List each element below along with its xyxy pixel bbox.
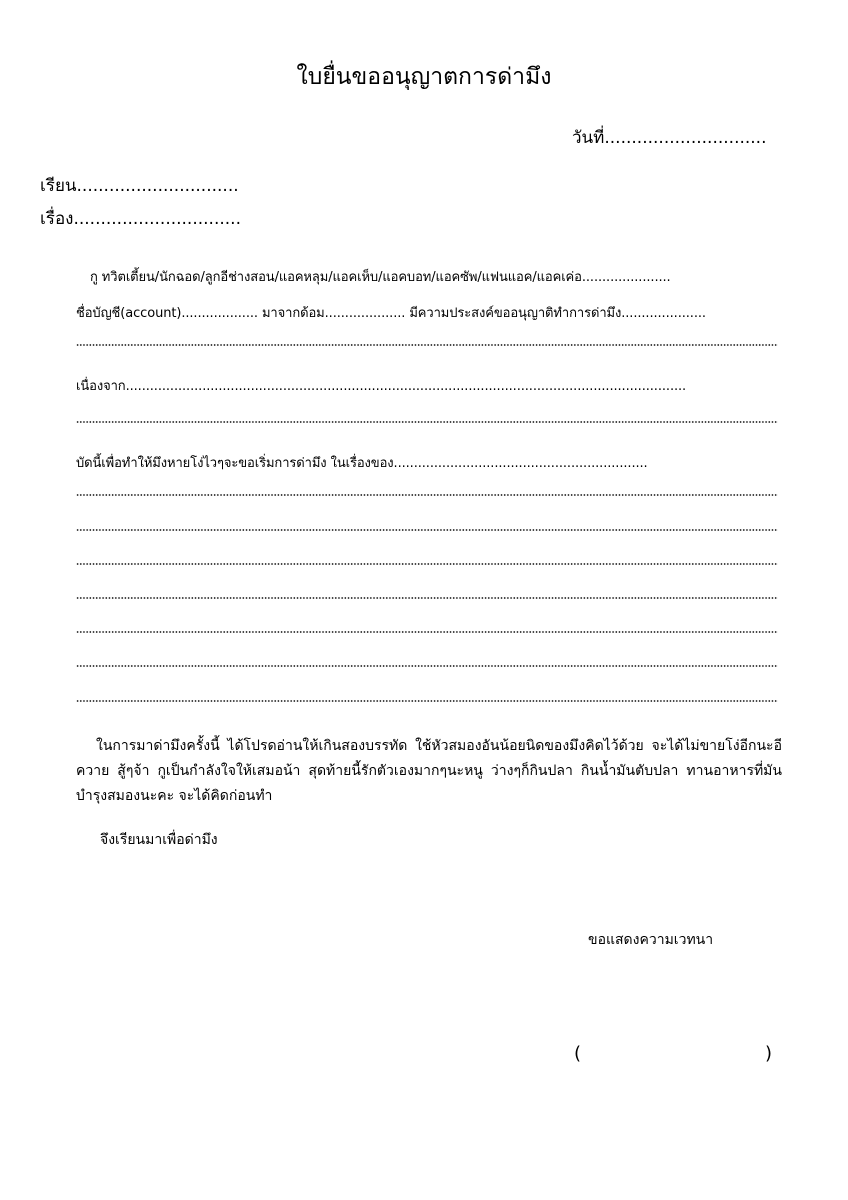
signature-close-paren: ) [765,1043,773,1064]
closing-text: จึงเรียนมาเพื่อด่ามึง [100,832,218,848]
blank-line [76,493,778,503]
topic-line: บัดนี้เพื่อทำให้มึงหายโง่ไวๆจะขอเริ่มการด่ามึง ในเรื่องของ............................................................... [76,456,648,471]
date-field: วันที่.............................. [572,128,767,148]
blank-line [76,699,778,709]
signature-open-paren: ( [574,1043,582,1064]
blank-line [76,630,778,640]
account-line: ชื่อบัญชี(account)................... มาจากด้อม.................... มีความประสงค์ขออนุญาติทำการด่ามึง..................... [76,306,706,321]
blank-line [76,664,778,674]
blank-line [76,528,778,538]
blank-line [76,562,778,572]
page-title: ใบยื่นขออนุญาตการด่ามึง [296,64,552,90]
blank-line [76,596,778,606]
addressee-field: เรียน.............................. [40,176,239,196]
subject-field: เรื่อง............................... [40,209,241,229]
identity-line: กู ทวิตเตี้ยน/นักฉอด/ลูกอีช่างสอน/แอคหลุม/แอคเห็บ/แอคบอท/แอคซัพ/แฟนแอค/แอคเค่อ...................... [90,270,671,285]
reason-line: เนื่องจาก........................................................................................................................................... [76,379,687,394]
blank-line [76,420,778,430]
regards-text: ขอแสดงความเวทนา [588,932,714,948]
body-paragraph: ในการมาด่ามึงครั้งนี้ ได้โปรดอ่านให้เกินสองบรรทัด ใช้หัวสมองอันน้อยนิดของมึงคิดไว้ด้วย จะได้ไม่ขายโง่อีกนะอีควาย สู้ๆจ้า กูเป็นกำลังใจให้เสมอน้า สุดท้ายนี้รักตัวเองมากๆนะหนู ว่างๆก็กินปลา กินน้ำมันตับปลา ทานอาหารที่มันบำรุงสมองนะคะ จะได้คิดก่อนทำ [76,738,782,804]
blank-line [76,343,778,353]
